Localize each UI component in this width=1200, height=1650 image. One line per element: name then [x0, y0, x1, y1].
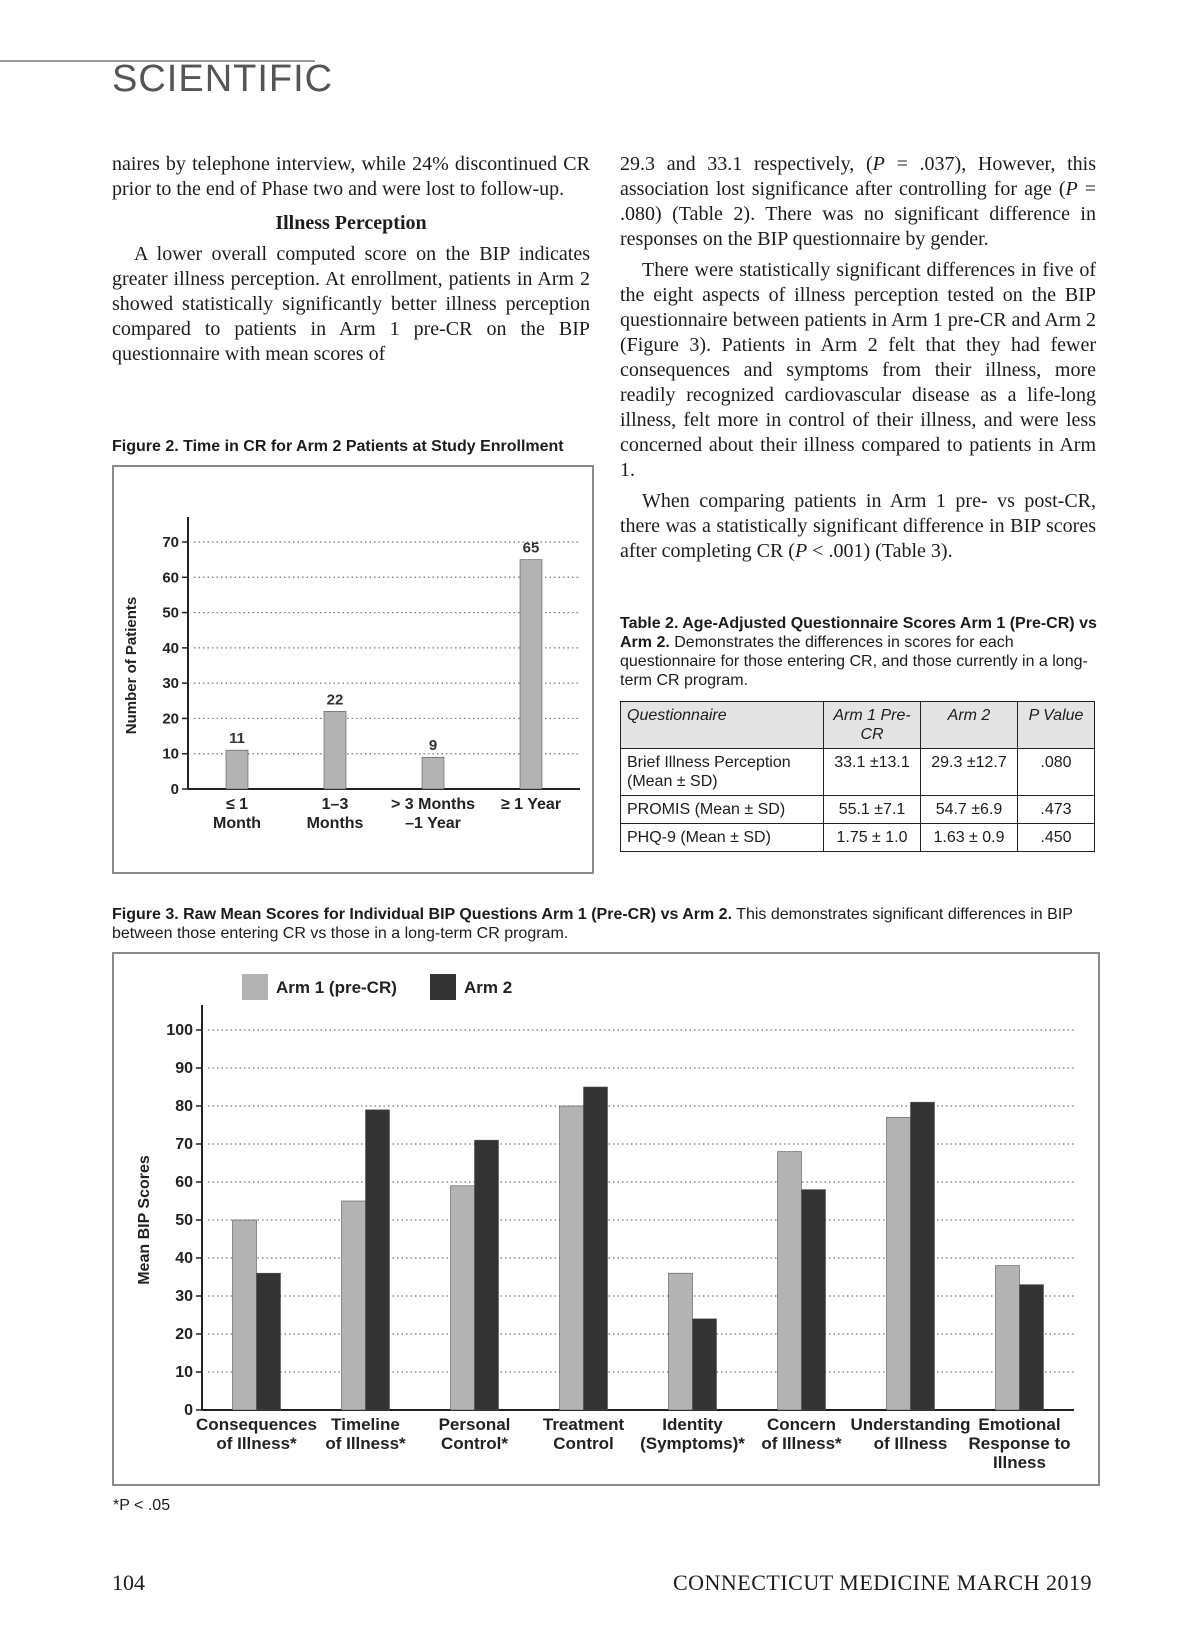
table-row	[621, 749, 1095, 796]
y-tick-label: 60	[175, 1174, 193, 1191]
figure3-chart	[114, 954, 1098, 1484]
bar	[911, 1102, 935, 1410]
x-tick-label: Timeline	[331, 1415, 400, 1434]
bar	[778, 1152, 802, 1410]
y-tick-label: 10	[162, 745, 179, 763]
page-number: 104	[112, 1570, 145, 1595]
figure3-frame	[112, 952, 1100, 1486]
y-tick-label: 20	[162, 710, 179, 728]
x-tick-label: Emotional	[978, 1415, 1061, 1434]
left-column	[112, 152, 590, 367]
figure2-frame	[112, 465, 594, 874]
figure2-chart	[114, 467, 592, 872]
x-tick-label: (Symptoms)*	[640, 1434, 745, 1453]
table-cell: 33.1 ±13.1	[824, 749, 921, 796]
x-tick-label: 1–3	[321, 796, 349, 813]
bar	[560, 1106, 584, 1410]
bar	[1020, 1285, 1044, 1410]
y-tick-label: 70	[175, 1136, 193, 1153]
y-tick-label: 0	[184, 1402, 193, 1419]
y-tick-label: 20	[175, 1326, 193, 1343]
x-tick-label: Treatment	[542, 1415, 625, 1434]
left-paragraph-2: A lower overall computed score on the BIP indicates greater illness perception. At enrollment, patients in Arm 2 showed statistically significantly better illness perception compared to patients in Arm 1 pre-CR on the BIP questionnaire with mean scores of	[112, 243, 590, 365]
bar	[996, 1266, 1020, 1410]
right-paragraph-3: When comparing patients in Arm 1 pre- vs post-CR, there was a statistically significant difference in BIP scores after completing CR (P < .001) (Table 3).	[620, 490, 1096, 562]
table-cell: 1.75 ± 1.0	[824, 824, 921, 852]
x-tick-label: Control	[553, 1434, 614, 1453]
table-row	[621, 824, 1095, 852]
y-tick-label: 40	[162, 639, 179, 657]
y-tick-label: 60	[162, 569, 179, 587]
bar	[324, 711, 346, 789]
figure2-caption: Figure 2. Time in CR for Arm 2 Patients at Study Enrollment	[112, 438, 564, 455]
table2-header: Arm 2	[921, 702, 1018, 749]
bar	[802, 1190, 826, 1410]
x-tick-label: of Illness	[873, 1434, 948, 1453]
table2-header-row	[621, 702, 1095, 749]
table2-header: P Value	[1018, 702, 1095, 749]
table-cell: 55.1 ±7.1	[824, 796, 921, 824]
data-label: 9	[428, 737, 438, 755]
table-cell: 54.7 ±6.9	[921, 796, 1018, 824]
table2-header: Arm 1 Pre-CR	[824, 702, 921, 749]
bar	[475, 1140, 499, 1410]
table-cell: PHQ-9 (Mean ± SD)	[621, 824, 824, 852]
x-tick-label: Response to	[968, 1434, 1071, 1453]
y-tick-label: 10	[175, 1364, 193, 1381]
journal-footer: CONNECTICUT MEDICINE MARCH 2019	[672, 1570, 1092, 1595]
x-tick-label: Control*	[440, 1434, 509, 1453]
bar	[520, 560, 542, 789]
data-label: 22	[326, 691, 344, 709]
bar	[342, 1201, 366, 1410]
table-cell: .450	[1018, 824, 1095, 852]
bar	[366, 1110, 390, 1410]
x-tick-label: of Illness*	[216, 1434, 297, 1453]
x-tick-label: Understanding	[850, 1415, 971, 1434]
table-cell: .473	[1018, 796, 1095, 824]
y-tick-label: 50	[162, 604, 179, 622]
bar	[584, 1087, 608, 1410]
y-tick-label: 100	[166, 1022, 193, 1039]
section-label: SCIENTIFIC	[112, 58, 334, 100]
x-tick-label: Month	[213, 815, 261, 832]
table2	[620, 701, 1095, 852]
y-tick-label: 90	[175, 1060, 193, 1077]
x-tick-label: of Illness*	[761, 1434, 842, 1453]
table-cell: Brief Illness Perception (Mean ± SD)	[621, 749, 824, 796]
y-tick-label: 70	[162, 534, 179, 551]
data-label: 65	[522, 539, 540, 557]
bar	[451, 1186, 475, 1410]
table-cell: PROMIS (Mean ± SD)	[621, 796, 824, 824]
bar	[887, 1117, 911, 1410]
x-tick-label: Consequences	[196, 1415, 317, 1434]
x-tick-label: Illness	[993, 1453, 1046, 1472]
table2-caption: Table 2. Age-Adjusted Questionnaire Scores Arm 1 (Pre-CR) vs Arm 2. Demonstrates the differences in scores for each questionnaire for those entering CR, and those currently in a long-term CR program.	[620, 615, 1097, 689]
table-cell: 29.3 ±12.7	[921, 749, 1018, 796]
data-label: 11	[229, 730, 245, 748]
y-tick-label: 30	[175, 1288, 193, 1305]
y-tick-label: 80	[175, 1098, 193, 1115]
y-axis-label: Number of Patients	[123, 596, 140, 735]
legend-swatch	[242, 974, 268, 1000]
right-paragraph-2: There were statistically significant differences in five of the eight aspects of illness perception tested on the BIP questionnaire between patients in Arm 1 pre-CR and Arm 2 (Figure 3). Patients in Arm 2 felt that they had fewer consequences and symptoms from their illness, more readily recognized cardiovascular disease as a life-long illness, felt more in control of their illness, and were less concerned about their illness compared to patients in Arm 1.	[620, 259, 1097, 481]
y-tick-label: 50	[175, 1212, 193, 1229]
significance-footnote: *P < .05	[113, 1497, 171, 1514]
bar	[226, 750, 248, 789]
left-paragraph-1: naires by telephone interview, while 24% discontinued CR prior to the end of Phase two and were lost to follow-up.	[112, 153, 590, 200]
y-axis-label: Mean BIP Scores	[136, 1155, 153, 1285]
x-tick-label: Concern	[767, 1415, 836, 1434]
x-tick-label: Months	[306, 815, 364, 832]
illness-perception-heading: Illness Perception	[275, 212, 427, 234]
figure3-caption: Figure 3. Raw Mean Scores for Individual BIP Questions Arm 1 (Pre-CR) vs Arm 2. This demonstrates significant differences in BIP between those entering CR vs those in a long-term CR program.	[112, 906, 1073, 942]
legend-label: Arm 1 (pre-CR)	[276, 978, 397, 997]
bar	[669, 1273, 693, 1410]
y-tick-label: 0	[170, 781, 179, 798]
right-paragraph-1: 29.3 and 33.1 respectively, (P = .037), However, this association lost significance after controlling for age (P = .080) (Table 2). There was no significant difference in responses on the BIP questionnaire by gender.	[620, 153, 1096, 250]
x-tick-label: Personal	[438, 1415, 511, 1434]
legend-label: Arm 2	[464, 978, 513, 997]
right-column	[620, 152, 1096, 564]
y-tick-label: 30	[162, 675, 179, 693]
bar	[422, 757, 444, 789]
x-tick-label: –1 Year	[405, 815, 461, 832]
x-tick-label: Identity	[662, 1415, 723, 1434]
x-tick-label: ≥ 1 Year	[500, 796, 562, 813]
x-tick-label: > 3 Months	[390, 796, 476, 813]
legend-swatch	[430, 974, 456, 1000]
table-cell: .080	[1018, 749, 1095, 796]
table2-header: Questionnaire	[621, 702, 824, 749]
x-tick-label: of Illness*	[325, 1434, 406, 1453]
bar	[233, 1220, 257, 1410]
y-tick-label: 40	[175, 1250, 193, 1267]
bar	[693, 1319, 717, 1410]
x-tick-label: ≤ 1	[225, 796, 249, 813]
table-row	[621, 796, 1095, 824]
bar	[257, 1273, 281, 1410]
table-cell: 1.63 ± 0.9	[921, 824, 1018, 852]
